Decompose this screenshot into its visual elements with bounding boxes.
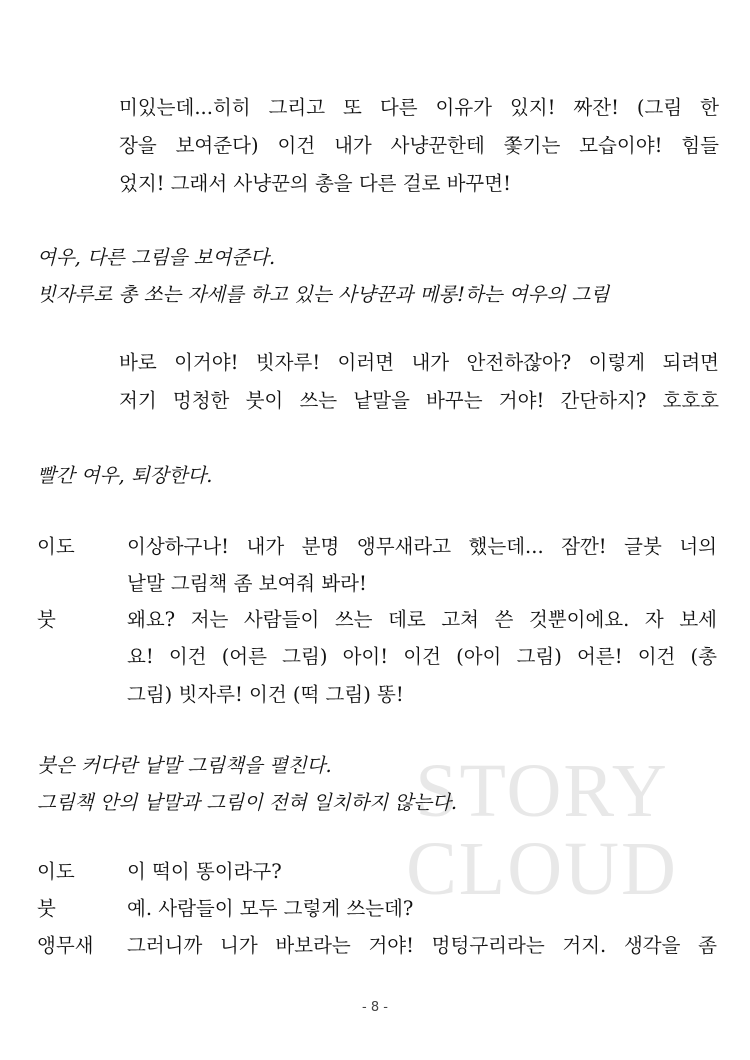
stage-direction: 빨간 여우, 퇴장한다. <box>37 464 213 487</box>
stage-direction: 붓은 커다란 낱말 그림책을 펼친다. <box>37 754 332 777</box>
dialogue-line: 낱말 그림책 좀 보여줘 봐라! <box>127 572 367 595</box>
dialogue-line: 이상하구나! 내가 분명 앵무새라고 했는데... 잠깐! 글붓 너의 <box>127 535 717 558</box>
speaker-name: 이도 <box>37 535 75 558</box>
dialogue-line: 그림) 빗자루! 이건 (떡 그림) 똥! <box>127 683 404 706</box>
monologue-line: 었지! 그래서 사냥꾼의 총을 다른 걸로 바꾸면! <box>119 172 511 195</box>
watermark-line-2: CLOUD <box>406 827 678 911</box>
stage-direction: 여우, 다른 그림을 보여준다. <box>37 246 276 269</box>
monologue-line: 바로 이거야! 빗자루! 이러면 내가 안전하잖아? 이렇게 되려면 <box>119 351 719 374</box>
speaker-name: 앵무새 <box>37 934 94 957</box>
speaker-name: 붓 <box>37 897 56 920</box>
speaker-name: 붓 <box>37 608 56 631</box>
dialogue-line: 그러니까 니가 바보라는 거야! 멍텅구리라는 거지. 생각을 좀 <box>127 934 717 957</box>
stage-direction: 그림책 안의 낱말과 그림이 전혀 일치하지 않는다. <box>37 791 458 814</box>
stage-direction: 빗자루로 총 쏘는 자세를 하고 있는 사냥꾼과 메롱!하는 여우의 그림 <box>37 283 610 306</box>
dialogue-line: 왜요? 저는 사람들이 쓰는 데로 고쳐 쓴 것뿐이에요. 자 보세 <box>127 608 717 631</box>
page-number: - 8 - <box>362 1000 388 1015</box>
speaker-name: 이도 <box>37 860 75 883</box>
monologue-line: 미있는데...히히 그리고 또 다른 이유가 있지! 짜잔! (그림 한 <box>119 96 719 119</box>
dialogue-line: 요! 이건 (어른 그림) 아이! 이건 (아이 그림) 어른! 이건 (총 <box>127 645 717 668</box>
dialogue-line: 예. 사람들이 모두 그렇게 쓰는데? <box>127 897 414 920</box>
watermark-line-1: STORY <box>415 749 669 833</box>
monologue-line: 장을 보여준다) 이건 내가 사냥꾼한테 쫓기는 모습이야! 힘들 <box>119 134 719 157</box>
monologue-line: 저기 멍청한 붓이 쓰는 낱말을 바꾸는 거야! 간단하지? 호호호 <box>119 389 719 412</box>
dialogue-line: 이 떡이 똥이라구? <box>127 860 282 883</box>
